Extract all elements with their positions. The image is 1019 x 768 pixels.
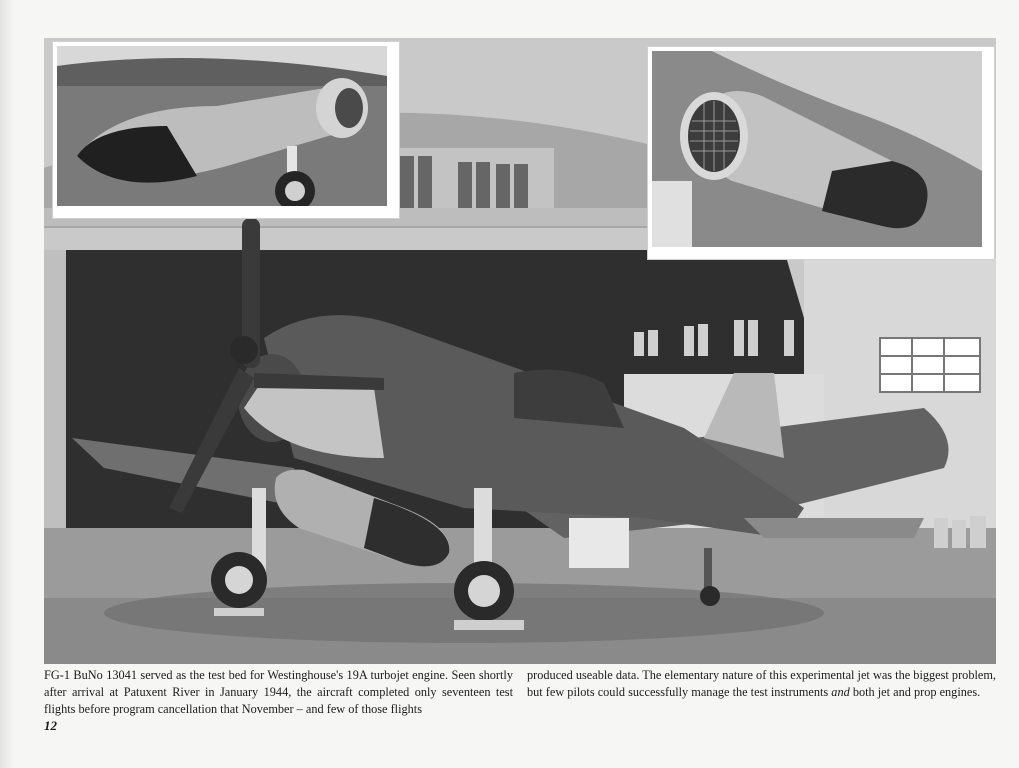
caption-column-2 [527, 667, 996, 718]
caption-text-2-emphasis: and [831, 685, 850, 699]
page-number: 12 [44, 718, 57, 733]
caption-text-1: FG-1 BuNo 13041 served as the test bed for Westinghouse's 19A turbojet engine. Seen shortly after arrival at Patuxent River in January 1944, the aircraft completed only seventeen test flights before program cancellation that November – and few of those flights [44, 668, 513, 716]
jet-engine-side-photo [53, 42, 399, 218]
caption-text-2a: produced useable data. The elementary nature of this experimental jet was the biggest problem, but few pilots could successfully manage the test instruments [527, 668, 996, 699]
caption-text-2b: both jet and prop engines. [849, 685, 981, 699]
photo-caption [44, 667, 996, 718]
caption-column-1 [44, 667, 513, 718]
jet-engine-intake-photo [648, 47, 994, 259]
